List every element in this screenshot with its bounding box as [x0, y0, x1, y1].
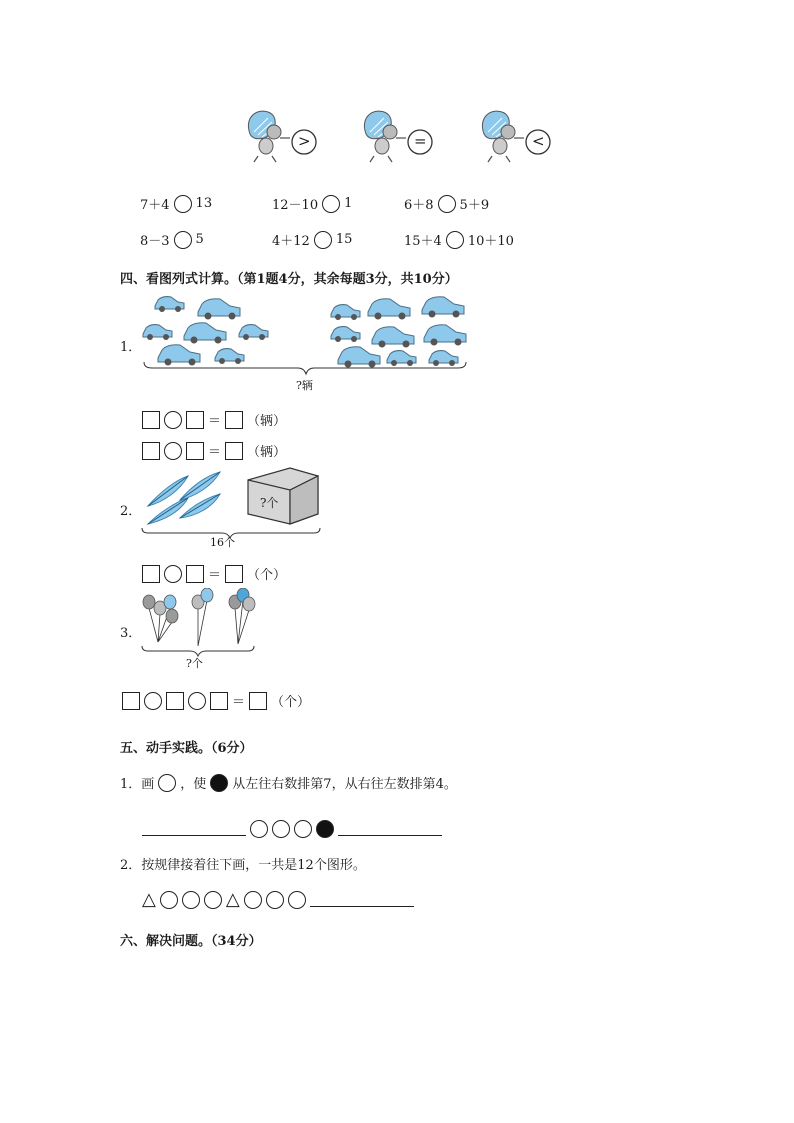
hollow-circle-icon [244, 891, 262, 909]
hollow-circle-icon [288, 891, 306, 909]
answer-box[interactable] [166, 692, 184, 710]
hollow-circle-icon [158, 774, 176, 792]
hollow-circle-icon [182, 891, 200, 909]
symbol-equal: = [414, 132, 427, 150]
s5-q2-text: 2．按规律接着往下画，一共是12个图形。 [120, 858, 366, 873]
q1-equation-2: ＝ （辆） [142, 441, 286, 460]
mascot-greater [244, 108, 320, 164]
q3-brace-label: ?个 [186, 657, 203, 670]
q1-equation-1: ＝ （辆） [142, 410, 286, 429]
answer-circle[interactable] [438, 195, 456, 213]
answer-box[interactable] [142, 565, 160, 583]
answer-box[interactable] [249, 692, 267, 710]
hollow-circle-icon [294, 820, 312, 838]
answer-circle[interactable] [322, 195, 340, 213]
section4-title: 四、看图列式计算。（第1题4分，其余每题3分，共10分） [120, 272, 458, 287]
answer-box[interactable] [142, 411, 160, 429]
balloons-illustration [140, 588, 262, 658]
answer-box[interactable] [186, 442, 204, 460]
drawing-blank-left[interactable] [142, 823, 246, 836]
answer-circle[interactable] [164, 411, 182, 429]
compare-item: 4＋12 15 [272, 232, 353, 249]
answer-circle[interactable] [446, 231, 464, 249]
compare-item: 7＋4 13 [140, 196, 213, 213]
q3-equation: ＝ （个） [122, 691, 310, 710]
symbol-greater: > [298, 132, 311, 150]
q2-box-label: ?个 [260, 496, 279, 510]
s5-q2-pattern-row [142, 891, 414, 909]
compare-item: 15＋4 10＋10 [404, 230, 514, 249]
symbol-less: < [532, 132, 545, 150]
q1-number: 1． [120, 340, 142, 355]
answer-box[interactable] [186, 411, 204, 429]
answer-circle[interactable] [164, 565, 182, 583]
answer-box[interactable] [210, 692, 228, 710]
mascot-equal [360, 108, 436, 164]
compare-item: 12－10 1 [272, 196, 353, 213]
q1-brace-label: ?辆 [296, 379, 313, 392]
mascot-less [478, 108, 554, 164]
answer-circle[interactable] [144, 692, 162, 710]
compare-item: 6＋8 5＋9 [404, 194, 489, 213]
answer-box[interactable] [142, 442, 160, 460]
q2-number: 2． [120, 504, 142, 519]
answer-box[interactable] [225, 442, 243, 460]
q2-brace-label: 16个 [210, 536, 235, 549]
section5-title: 五、动手实践。（6分） [120, 741, 253, 756]
hollow-circle-icon [266, 891, 284, 909]
drawing-blank-right[interactable] [338, 823, 442, 836]
drawing-blank[interactable] [310, 894, 414, 907]
answer-box[interactable] [122, 692, 140, 710]
answer-circle[interactable] [174, 195, 192, 213]
answer-circle[interactable] [314, 231, 332, 249]
hollow-circle-icon [160, 891, 178, 909]
q3-number: 3． [120, 626, 142, 641]
hollow-circle-icon [272, 820, 290, 838]
filled-circle-icon [210, 774, 228, 792]
section6-title: 六、解决问题。（34分） [120, 934, 262, 949]
answer-circle[interactable] [188, 692, 206, 710]
s5-q1-text: 1．画 ，使 从左往右数排第7，从右往左数排第4。 [120, 773, 457, 792]
answer-box[interactable] [225, 411, 243, 429]
answer-box[interactable] [225, 565, 243, 583]
hollow-circle-icon [250, 820, 268, 838]
answer-circle[interactable] [164, 442, 182, 460]
compare-item: 8－3 5 [140, 232, 204, 249]
s5-q1-drawing-row [142, 820, 442, 838]
answer-box[interactable] [186, 565, 204, 583]
hollow-circle-icon [204, 891, 222, 909]
triangle-icon: △ [142, 889, 156, 910]
q2-equation: ＝ （个） [142, 564, 286, 583]
filled-circle-icon [316, 820, 334, 838]
answer-circle[interactable] [174, 231, 192, 249]
triangle-icon: △ [225, 889, 240, 910]
